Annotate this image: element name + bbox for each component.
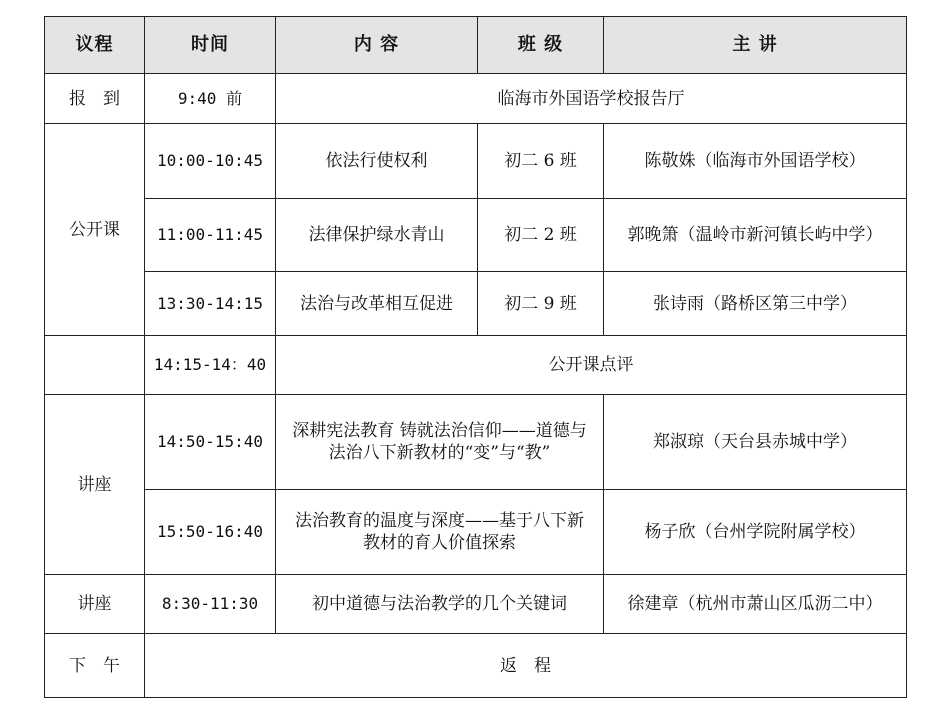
time-cell: 13:30-14:15 bbox=[145, 272, 276, 336]
class-cell: 初二 6 班 bbox=[478, 124, 604, 199]
content-cell: 依法行使权利 bbox=[276, 124, 478, 199]
time-cell: 10:00-10:45 bbox=[145, 124, 276, 199]
header-class: 班 级 bbox=[478, 17, 604, 74]
header-agenda: 议程 bbox=[45, 17, 145, 74]
time-cell: 9:40 前 bbox=[145, 74, 276, 124]
speaker-cell: 张诗雨（路桥区第三中学） bbox=[604, 272, 907, 336]
content-cell: 临海市外国语学校报告厅 bbox=[276, 74, 907, 124]
table-row bbox=[45, 74, 907, 124]
header-speaker: 主 讲 bbox=[604, 17, 907, 74]
table-row bbox=[45, 199, 907, 272]
speaker-cell: 陈敬姝（临海市外国语学校） bbox=[604, 124, 907, 199]
content-cell: 深耕宪法教育 铸就法治信仰——道德与法治八下新教材的“变”与“教” bbox=[276, 395, 604, 490]
speaker-cell: 杨子欣（台州学院附属学校） bbox=[604, 490, 907, 575]
table-row bbox=[45, 124, 907, 199]
content-cell: 法治与改革相互促进 bbox=[276, 272, 478, 336]
content-cell: 公开课点评 bbox=[276, 336, 907, 395]
header-row bbox=[45, 17, 907, 74]
time-cell: 14:15-14：40 bbox=[145, 336, 276, 395]
time-cell: 15:50-16:40 bbox=[145, 490, 276, 575]
speaker-cell: 徐建章（杭州市萧山区瓜沥二中） bbox=[604, 575, 907, 634]
table-row bbox=[45, 336, 907, 395]
content-cell: 法治教育的温度与深度——基于八下新教材的育人价值探索 bbox=[276, 490, 604, 575]
class-cell: 初二 9 班 bbox=[478, 272, 604, 336]
table-row bbox=[45, 634, 907, 698]
table-row bbox=[45, 575, 907, 634]
header-content: 内 容 bbox=[276, 17, 478, 74]
agenda-cell: 公开课 bbox=[45, 124, 145, 336]
speaker-cell: 郑淑琼（天台县赤城中学） bbox=[604, 395, 907, 490]
content-cell: 法律保护绿水青山 bbox=[276, 199, 478, 272]
class-cell: 初二 2 班 bbox=[478, 199, 604, 272]
agenda-cell bbox=[45, 336, 145, 395]
agenda-cell: 讲座 bbox=[45, 395, 145, 575]
table-row bbox=[45, 272, 907, 336]
agenda-cell: 下 午 bbox=[45, 634, 145, 698]
content-cell: 初中道德与法治教学的几个关键词 bbox=[276, 575, 604, 634]
agenda-cell: 讲座 bbox=[45, 575, 145, 634]
time-cell: 11:00-11:45 bbox=[145, 199, 276, 272]
agenda-cell: 报 到 bbox=[45, 74, 145, 124]
schedule-table bbox=[44, 16, 907, 698]
time-cell: 8:30-11:30 bbox=[145, 575, 276, 634]
header-time: 时间 bbox=[145, 17, 276, 74]
time-cell: 14:50-15:40 bbox=[145, 395, 276, 490]
table-row bbox=[45, 490, 907, 575]
content-cell: 返 程 bbox=[145, 634, 907, 698]
table-row bbox=[45, 395, 907, 490]
speaker-cell: 郭晚箫（温岭市新河镇长屿中学） bbox=[604, 199, 907, 272]
